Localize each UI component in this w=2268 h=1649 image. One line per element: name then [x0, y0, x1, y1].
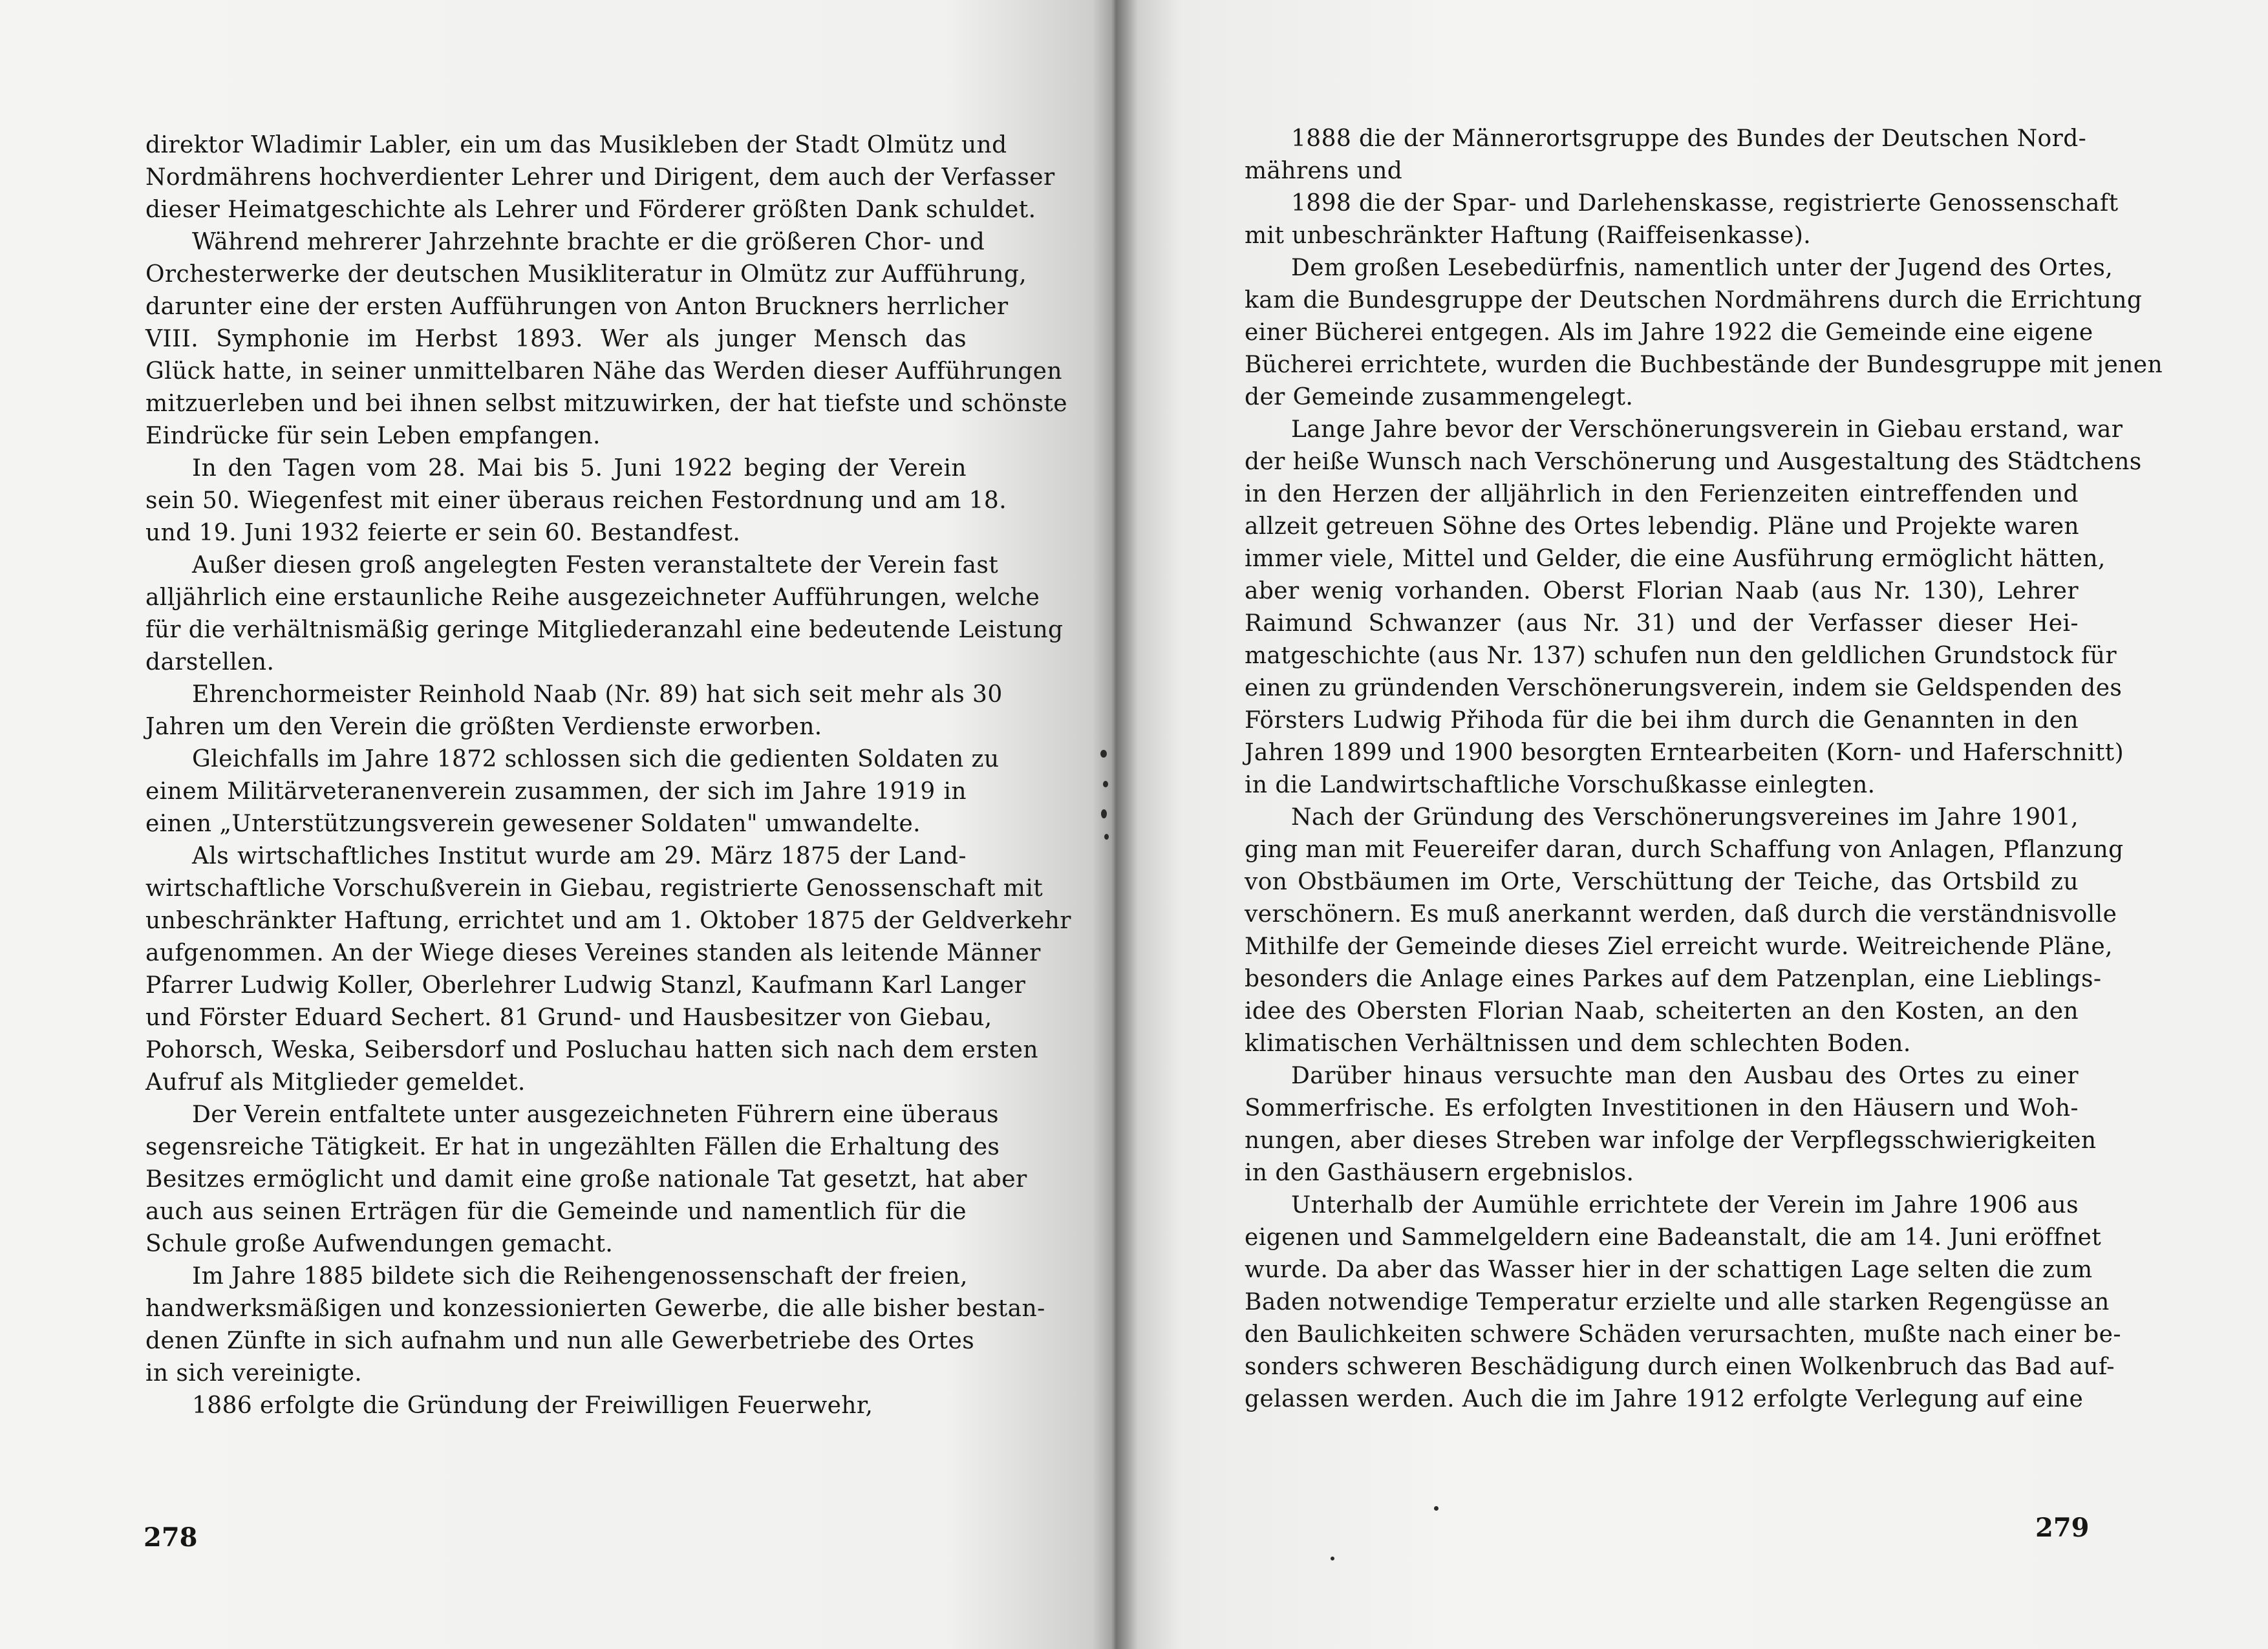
- text-line: eigenen und Sammelgeldern eine Badeanstalt, die am 14. Juni eröffnet: [1245, 1224, 2102, 1251]
- text-line: einem Militärveteranenverein zusammen, der sich im Jahre 1919 in: [145, 778, 967, 805]
- text-line: mährens und: [1245, 158, 1403, 184]
- text-line: Orchesterwerke der deutschen Musikliteratur in Olmütz zur Aufführung,: [145, 261, 1027, 288]
- text-line: Dem großen Lesebedürfnis, namentlich unter der Jugend des Ortes,: [1291, 255, 2113, 281]
- text-line: in sich vereinigte.: [145, 1360, 363, 1387]
- text-line: sonders schweren Beschädigung durch einen Wolkenbruch das Bad auf-: [1245, 1354, 2115, 1380]
- text-line: besonders die Anlage eines Parkes auf dem Patzenplan, eine Lieblings-: [1245, 966, 2102, 992]
- text-line: denen Zünfte in sich aufnahm und nun alle Gewerbetriebe des Ortes: [145, 1328, 975, 1354]
- text-line: Eindrücke für sein Leben empfangen.: [145, 423, 601, 449]
- text-line: segensreiche Tätigkeit. Er hat in ungezählten Fällen die Erhaltung des: [145, 1134, 1000, 1160]
- text-line: Ehrenchormeister Reinhold Naab (Nr. 89) hat sich seit mehr als 30: [192, 681, 1003, 708]
- text-line: der Gemeinde zusammengelegt.: [1245, 384, 1634, 410]
- text-line: den Baulichkeiten schwere Schäden verursachten, mußte nach einer be-: [1245, 1321, 2121, 1348]
- right-page-text: [1245, 123, 2163, 1416]
- text-line: Jahren um den Verein die größten Verdienste erworben.: [145, 714, 822, 740]
- text-line: wurde. Da aber das Wasser hier in der schattigen Lage selten die zum: [1245, 1257, 2093, 1283]
- text-line: aufgenommen. An der Wiege dieses Vereines standen als leitende Männer: [145, 940, 1041, 966]
- text-line: direktor Wladimir Labler, ein um das Musikleben der Stadt Olmütz und: [145, 132, 1007, 158]
- left-page-text: [145, 129, 1071, 1422]
- text-line: Pfarrer Ludwig Koller, Oberlehrer Ludwig Stanzl, Kaufmann Karl Langer: [145, 972, 1026, 999]
- text-line: alljährlich eine erstaunliche Reihe ausgezeichneter Aufführungen, welche: [145, 584, 1040, 611]
- text-line: wirtschaftliche Vorschußverein in Giebau, registrierte Genossenschaft mit: [145, 875, 1043, 902]
- text-line: mitzuerleben und bei ihnen selbst mitzuwirken, der hat tiefste und schönste: [145, 390, 1067, 417]
- text-line: in den Herzen der alljährlich in den Ferienzeiten eintreffenden und: [1245, 481, 2079, 507]
- text-line: Baden notwendige Temperatur erzielte und alle starken Regengüsse an: [1245, 1289, 2110, 1315]
- text-line: gelassen werden. Auch die im Jahre 1912 erfolgte Verlegung auf eine: [1245, 1386, 2084, 1412]
- text-line: Während mehrerer Jahrzehnte brachte er die größeren Chor- und: [192, 229, 985, 255]
- text-line: matgeschichte (aus Nr. 137) schufen nun den geldlichen Grundstock für: [1245, 643, 2117, 669]
- text-line: der heiße Wunsch nach Verschönerung und Ausgestaltung des Städtchens: [1245, 449, 2142, 475]
- text-line: in den Gasthäusern ergebnislos.: [1245, 1160, 1634, 1186]
- text-line: Außer diesen groß angelegten Festen veranstaltete der Verein fast: [192, 552, 999, 579]
- text-line: Besitzes ermöglicht und damit eine große nationale Tat gesetzt, hat aber: [145, 1166, 1027, 1193]
- text-line: einer Bücherei entgegen. Als im Jahre 1922 die Gemeinde eine eigene: [1245, 319, 2093, 346]
- text-line: mit unbeschränkter Haftung (Raiffeisenkasse).: [1245, 222, 1812, 249]
- scan-speck: [1103, 781, 1108, 787]
- page-number-right: 279: [2035, 1513, 2090, 1543]
- text-line: Unterhalb der Aumühle errichtete der Verein im Jahre 1906 aus: [1291, 1192, 2079, 1218]
- scan-speck: [1101, 809, 1107, 818]
- text-line: dieser Heimatgeschichte als Lehrer und Förderer größten Dank schuldet.: [145, 197, 1036, 223]
- text-line: Lange Jahre bevor der Verschönerungsverein in Giebau erstand, war: [1291, 416, 2123, 443]
- text-line: Gleichfalls im Jahre 1872 schlossen sich die gedienten Soldaten zu: [192, 746, 1000, 772]
- text-line: klimatischen Verhältnissen und dem schlechten Boden.: [1245, 1030, 1911, 1057]
- text-line: sein 50. Wiegenfest mit einer überaus reichen Festordnung und am 18.: [145, 487, 1007, 514]
- scan-speck: [1100, 750, 1107, 758]
- book-gutter: [1093, 0, 1138, 1649]
- text-line: Bücherei errichtete, wurden die Buchbestände der Bundesgruppe mit jenen: [1245, 352, 2163, 378]
- text-line: Försters Ludwig Přihoda für die bei ihm durch die Genannten in den: [1245, 707, 2079, 734]
- scan-speck: [1331, 1557, 1334, 1560]
- text-line: unbeschränkter Haftung, errichtet und am 1. Oktober 1875 der Geldverkehr: [145, 908, 1071, 934]
- text-line: Pohorsch, Weska, Seibersdorf und Posluchau hatten sich nach dem ersten: [145, 1037, 1038, 1063]
- text-line: immer viele, Mittel und Gelder, die eine Ausführung ermöglicht hätten,: [1245, 546, 2106, 572]
- text-line: nungen, aber dieses Streben war infolge der Verpflegsschwierigkeiten: [1245, 1127, 2097, 1154]
- page-number-left: 278: [144, 1522, 198, 1553]
- text-line: VIII. Symphonie im Herbst 1893. Wer als junger Mensch das: [145, 326, 967, 352]
- text-line: darstellen.: [145, 649, 275, 676]
- text-line: Darüber hinaus versuchte man den Ausbau des Ortes zu einer: [1291, 1063, 2079, 1089]
- text-line: Im Jahre 1885 bildete sich die Reihengenossenschaft der freien,: [192, 1263, 968, 1290]
- text-line: Jahren 1899 und 1900 besorgten Erntearbeiten (Korn- und Haferschnitt): [1245, 739, 2124, 766]
- text-line: einen zu gründenden Verschönerungsverein, indem sie Geldspenden des: [1245, 675, 2123, 701]
- text-line: Mithilfe der Gemeinde dieses Ziel erreicht wurde. Weitreichende Pläne,: [1245, 933, 2113, 960]
- text-line: Als wirtschaftliches Institut wurde am 29. März 1875 der Land-: [192, 843, 967, 869]
- text-line: 1898 die der Spar- und Darlehenskasse, registrierte Genossenschaft: [1291, 190, 2119, 217]
- text-line: von Obstbäumen im Orte, Verschüttung der Teiche, das Ortsbild zu: [1245, 869, 2079, 895]
- text-line: einen „Unterstützungsverein gewesener Soldaten" umwandelte.: [145, 811, 921, 837]
- text-line: allzeit getreuen Söhne des Ortes lebendig. Pläne und Projekte waren: [1245, 513, 2079, 540]
- text-line: Nordmährens hochverdienter Lehrer und Dirigent, dem auch der Verfasser: [145, 164, 1055, 191]
- text-line: Der Verein entfaltete unter ausgezeichneten Führern eine überaus: [192, 1101, 999, 1128]
- text-line: verschönern. Es muß anerkannt werden, daß durch die verständnisvolle: [1245, 901, 2117, 928]
- text-line: Raimund Schwanzer (aus Nr. 31) und der Verfasser dieser Hei-: [1245, 610, 2079, 637]
- text-line: handwerksmäßigen und konzessionierten Gewerbe, die alle bisher bestan-: [145, 1295, 1045, 1322]
- text-line: Schule große Aufwendungen gemacht.: [145, 1231, 614, 1257]
- text-line: ging man mit Feuereifer daran, durch Schaffung von Anlagen, Pflanzung: [1245, 836, 2124, 863]
- text-line: darunter eine der ersten Aufführungen von Anton Bruckners herrlicher: [145, 293, 1009, 320]
- text-line: Glück hatte, in seiner unmittelbaren Nähe das Werden dieser Aufführungen: [145, 358, 1062, 385]
- text-line: In den Tagen vom 28. Mai bis 5. Juni 1922 beging der Verein: [192, 455, 967, 482]
- text-line: 1886 erfolgte die Gründung der Freiwilligen Feuerwehr,: [192, 1392, 873, 1419]
- text-line: 1888 die der Männerortsgruppe des Bundes der Deutschen Nord-: [1291, 125, 2087, 152]
- text-line: und 19. Juni 1932 feierte er sein 60. Bestandfest.: [145, 520, 741, 546]
- text-line: für die verhältnismäßig geringe Mitgliederanzahl eine bedeutende Leistung: [145, 617, 1064, 643]
- text-line: Sommerfrische. Es erfolgten Investitionen in den Häusern und Woh-: [1245, 1095, 2079, 1122]
- scan-speck: [1104, 834, 1109, 840]
- text-line: aber wenig vorhanden. Oberst Florian Naab (aus Nr. 130), Lehrer: [1245, 578, 2079, 604]
- text-line: kam die Bundesgruppe der Deutschen Nordmährens durch die Errichtung: [1245, 287, 2143, 314]
- text-line: und Förster Eduard Sechert. 81 Grund- und Hausbesitzer von Giebau,: [145, 1005, 992, 1031]
- text-line: idee des Obersten Florian Naab, scheiterten an den Kosten, an den: [1245, 998, 2079, 1025]
- scan-speck: [1434, 1506, 1439, 1511]
- text-line: Nach der Gründung des Verschönerungsvereines im Jahre 1901,: [1291, 804, 2079, 831]
- text-line: auch aus seinen Erträgen für die Gemeinde und namentlich für die: [145, 1198, 967, 1225]
- text-line: Aufruf als Mitglieder gemeldet.: [145, 1069, 526, 1096]
- text-line: in die Landwirtschaftliche Vorschußkasse einlegten.: [1245, 772, 1876, 798]
